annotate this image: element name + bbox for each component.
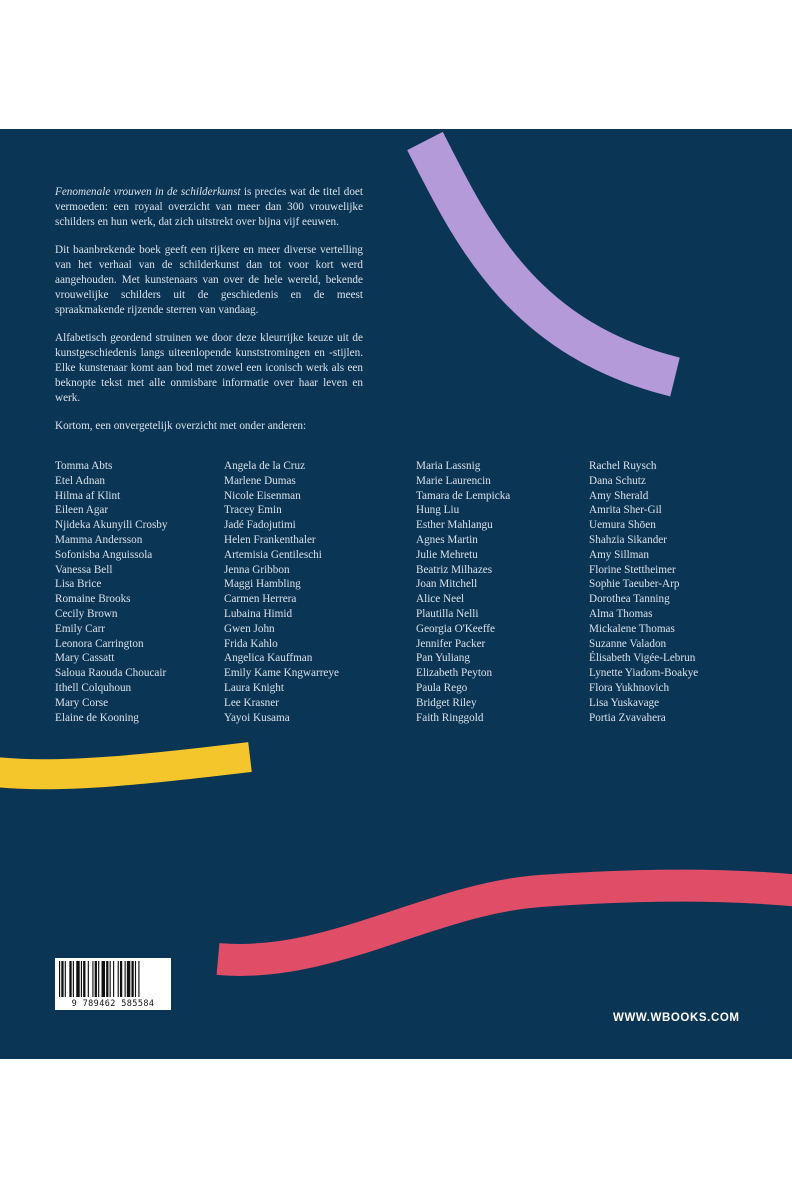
barcode-bar — [110, 961, 111, 997]
artist-name: Angela de la Cruz — [224, 460, 306, 472]
artist-list-column-1 — [55, 459, 168, 725]
book-title: Fenomenale vrouwen in de schilderkunst — [55, 186, 241, 198]
lilac-brush-stroke — [425, 141, 675, 377]
artist-name: Jenna Gribbon — [224, 563, 290, 576]
artist-name: Tomma Abts — [55, 460, 113, 472]
artist-list-column-3 — [416, 459, 510, 725]
artist-name: Lee Krasner — [224, 696, 279, 709]
artist-name: Emily Carr — [55, 622, 106, 635]
artist-name: Leonora Carrington — [55, 637, 144, 650]
artist-name: Marie Laurencin — [416, 474, 491, 487]
intro-paragraph-2: Dit baanbrekende boek geeft een rijkere en meer diverse vertelling van het verhaal van de schilderkunst dan tot voor kort werd aangehouden. Met kunstenaars van over de hele wereld, bekende vrouwelijke schilders uit de geschiedenis en de meest spraakmakende rijzende sterren van vandaag. — [55, 244, 363, 316]
barcode-bar — [59, 961, 60, 997]
barcode-bars — [55, 958, 171, 1000]
artist-name: Marlene Dumas — [224, 474, 296, 487]
barcode-bar — [127, 961, 130, 997]
artist-name: Georgia O'Keeffe — [416, 622, 495, 635]
artist-name: Amrita Sher-Gil — [589, 504, 662, 517]
intro-paragraph-1 — [55, 185, 363, 230]
artist-name: Esther Mahlangu — [416, 519, 493, 532]
artist-name: Romaine Brooks — [55, 593, 131, 606]
intro-paragraph-1-text: is precies wat de titel doet vermoeden: een royaal overzicht van meer dan 300 vrouwelijke schilders en hun werk, dat zich uitstrekt over bijna vijf eeuwen. — [55, 186, 363, 228]
artist-name: Maria Lassnig — [416, 460, 481, 472]
artist-name: Alma Thomas — [589, 607, 653, 620]
yellow-brush-stroke — [0, 757, 250, 774]
artist-name: Amy Sherald — [589, 489, 649, 502]
artist-name: Sophie Taeuber-Arp — [589, 578, 680, 591]
artist-name: Élisabeth Vigée-Lebrun — [589, 652, 696, 665]
artist-name: Amy Sillman — [589, 548, 649, 561]
barcode-bar — [81, 961, 82, 997]
artist-name: Ithell Colquhoun — [55, 681, 132, 694]
artist-name: Saloua Raouda Choucair — [55, 667, 167, 680]
artist-name: Elaine de Kooning — [55, 711, 139, 724]
artist-name: Gwen John — [224, 622, 275, 635]
artist-name: Njideka Akunyili Crosby — [55, 519, 168, 532]
artist-name: Agnes Martin — [416, 533, 478, 546]
artist-name: Mary Cassatt — [55, 652, 115, 665]
barcode-bar — [120, 961, 122, 997]
artist-name: Flora Yukhnovich — [589, 681, 670, 694]
back-cover — [0, 129, 792, 1059]
artist-list-column-4 — [589, 459, 698, 725]
barcode-bar — [118, 961, 119, 997]
artist-name: Jadé Fadojutimi — [224, 519, 296, 532]
artist-name: Hilma af Klint — [55, 489, 121, 502]
artist-name: Helen Frankenthaler — [224, 533, 316, 546]
artist-name: Paula Rego — [416, 681, 468, 694]
artist-name: Uemura Shōen — [589, 519, 656, 532]
artist-name: Shahzia Sikander — [589, 533, 667, 546]
artist-name: Nicole Eisenman — [224, 489, 301, 502]
artist-name: Hung Liu — [416, 504, 460, 517]
barcode-bar — [73, 961, 74, 997]
artist-name: Plautilla Nelli — [416, 607, 479, 620]
barcode-bar — [131, 961, 133, 997]
artist-name: Rachel Ruysch — [589, 460, 657, 472]
artist-name: Angelica Kauffman — [224, 652, 313, 665]
artist-name: Lisa Brice — [55, 578, 102, 591]
barcode-bar — [113, 961, 114, 997]
barcode-bar — [69, 961, 71, 997]
artist-name: Yayoi Kusama — [224, 711, 290, 724]
artist-name: Florine Stettheimer — [589, 563, 676, 576]
barcode-bar — [83, 961, 85, 997]
artist-name: Etel Adnan — [55, 474, 106, 487]
artist-name: Suzanne Valadon — [589, 637, 667, 650]
artist-name: Faith Ringgold — [416, 711, 484, 724]
barcode — [55, 958, 171, 1010]
artist-name: Joan Mitchell — [416, 578, 478, 591]
barcode-bar — [98, 961, 99, 997]
artist-name: Bridget Riley — [416, 696, 477, 709]
artist-name: Alice Neel — [416, 593, 465, 606]
pink-brush-stroke — [218, 886, 792, 960]
barcode-bar — [92, 961, 93, 997]
artist-name: Dana Schutz — [589, 474, 646, 487]
barcode-bar — [88, 961, 89, 997]
artist-name: Elizabeth Peyton — [416, 667, 493, 680]
intro-paragraph-3: Alfabetisch geordend struinen we door deze kleurrijke keuze uit de kunstgeschiedenis langs uiteenlopende kunststromingen en -stijlen. Elke kunstenaar komt aan bod met zowel een iconisch werk als een beknopte tekst met alle onmisbare informatie over haar leven en werk. — [55, 332, 363, 404]
artist-name: Mamma Andersson — [55, 533, 143, 546]
artist-name: Beatriz Milhazes — [416, 563, 493, 576]
artist-name: Carmen Herrera — [224, 593, 297, 606]
artist-name: Lisa Yuskavage — [589, 696, 660, 709]
artist-name: Vanessa Bell — [55, 563, 113, 576]
barcode-bar — [125, 961, 126, 997]
artist-name: Portia Zvavahera — [589, 711, 666, 724]
barcode-bar — [138, 961, 139, 997]
barcode-bar — [102, 961, 105, 997]
barcode-bar — [76, 961, 79, 997]
artist-name: Cecily Brown — [55, 607, 118, 620]
artist-name: Lynette Yiadom-Boakye — [589, 667, 699, 680]
blurb — [55, 185, 363, 447]
artist-name: Dorothea Tanning — [589, 593, 670, 606]
barcode-bar — [65, 961, 66, 997]
artist-name: Maggi Hambling — [224, 578, 301, 591]
artist-name: Jennifer Packer — [416, 637, 486, 650]
artist-name: Laura Knight — [224, 681, 284, 694]
publisher-website: WWW.WBOOKS.COM — [613, 1012, 740, 1024]
artist-name: Lubaina Himid — [224, 607, 293, 620]
artist-name: Mickalene Thomas — [589, 622, 675, 635]
barcode-bar — [95, 961, 97, 997]
barcode-bar — [106, 961, 108, 997]
artist-name: Mary Corse — [55, 696, 109, 709]
artist-name: Julie Mehretu — [416, 548, 478, 561]
artist-name: Frida Kahlo — [224, 637, 278, 650]
artist-name: Pan Yuliang — [416, 652, 470, 665]
artist-list-column-2 — [224, 459, 339, 725]
artist-name: Eileen Agar — [55, 504, 109, 517]
artist-name: Artemisia Gentileschi — [224, 548, 322, 561]
artist-name: Emily Kame Kngwarreye — [224, 667, 339, 680]
barcode-bar — [135, 961, 136, 997]
artist-name: Tracey Emin — [224, 504, 282, 517]
artist-name: Sofonisba Anguissola — [55, 548, 153, 561]
barcode-bar — [61, 961, 63, 997]
intro-paragraph-4: Kortom, een onvergetelijk overzicht met onder anderen: — [55, 420, 307, 432]
isbn-number: 9 789462 585584 — [71, 999, 155, 1009]
artist-name: Tamara de Lempicka — [416, 489, 511, 502]
